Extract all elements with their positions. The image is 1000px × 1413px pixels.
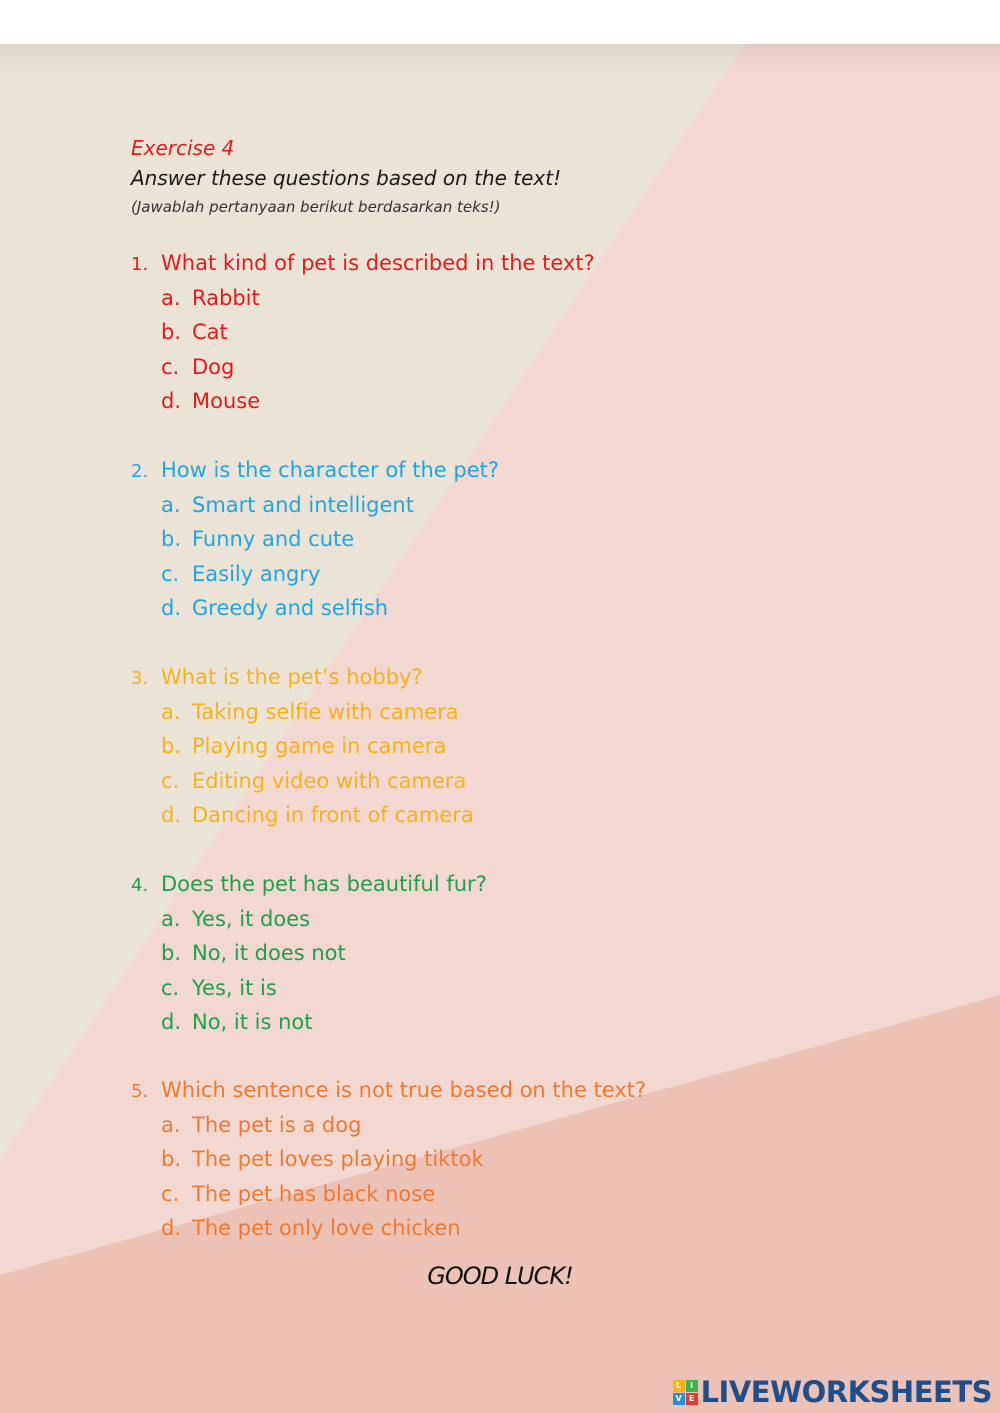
option-text: No, it does not	[192, 941, 346, 965]
question-number: 1.	[131, 254, 149, 275]
option-letter: b.	[161, 527, 182, 551]
question-text: Does the pet has beautiful fur?	[161, 872, 487, 896]
option-letter: a.	[161, 906, 181, 931]
option-text: Taking selfie with camera	[192, 699, 459, 724]
option-text: Easily angry	[192, 561, 321, 586]
option-text: No, it is not	[192, 1010, 313, 1034]
option-text: The pet is a dog	[192, 1112, 362, 1137]
option-letter: a.	[161, 1112, 181, 1137]
option-text: Smart and intelligent	[192, 492, 414, 517]
option-letter: b.	[161, 320, 182, 344]
logo-tile: E	[686, 1393, 698, 1405]
question-number: 2.	[131, 461, 149, 482]
question-text: Which sentence is not true based on the text?	[161, 1078, 647, 1102]
question-text: How is the character of the pet?	[161, 458, 499, 482]
option-text: Greedy and selfish	[192, 596, 389, 620]
exercise-title: Exercise 4	[131, 136, 235, 160]
logo-tile: I	[686, 1380, 698, 1392]
option-letter: d.	[161, 1216, 182, 1240]
good-luck-text: GOOD LUCK!	[427, 1262, 573, 1290]
option-text: The pet loves playing tiktok	[192, 1147, 484, 1171]
option-letter: a.	[161, 285, 181, 310]
option-letter: b.	[161, 734, 182, 758]
option-letter: a.	[161, 492, 181, 517]
option-letter: b.	[161, 1147, 182, 1171]
option-text: Dog	[192, 354, 235, 379]
question-text: What is the pet’s hobby?	[161, 665, 423, 689]
liveworksheets-logo[interactable]	[673, 1376, 992, 1408]
option-letter: c.	[161, 975, 180, 1000]
question-number: 5.	[131, 1081, 149, 1102]
option-letter: c.	[161, 768, 180, 793]
instruction-translation: (Jawablah pertanyaan berikut berdasarkan teks!)	[131, 198, 501, 216]
option-letter: b.	[161, 941, 182, 965]
option-letter: a.	[161, 699, 181, 724]
option-letter: d.	[161, 803, 182, 827]
option-letter: d.	[161, 389, 182, 413]
logo-tile: L	[673, 1380, 685, 1392]
option-text: Funny and cute	[192, 527, 355, 551]
option-letter: c.	[161, 561, 180, 586]
option-letter: d.	[161, 596, 182, 620]
question-number: 4.	[131, 875, 149, 896]
option-letter: c.	[161, 1181, 180, 1206]
option-text: Playing game in camera	[192, 734, 447, 758]
option-text: Editing video with camera	[192, 768, 467, 793]
question-text: What kind of pet is described in the text?	[161, 251, 595, 275]
option-text: Yes, it does	[192, 906, 311, 931]
option-letter: d.	[161, 1010, 182, 1034]
option-text: Cat	[192, 320, 228, 344]
logo-tile: V	[673, 1393, 685, 1405]
instruction-text: Answer these questions based on the text!	[131, 166, 562, 190]
option-text: Mouse	[192, 389, 261, 413]
option-text: The pet has black nose	[192, 1181, 436, 1206]
option-text: The pet only love chicken	[192, 1216, 461, 1240]
option-text: Rabbit	[192, 285, 260, 310]
brand-name: LIVEWORKSHEETS	[700, 1375, 992, 1409]
option-letter: c.	[161, 354, 180, 379]
liveworksheets-logo-icon	[673, 1380, 698, 1405]
option-text: Dancing in front of camera	[192, 803, 474, 827]
option-text: Yes, it is	[192, 975, 277, 1000]
question-number: 3.	[131, 668, 149, 689]
